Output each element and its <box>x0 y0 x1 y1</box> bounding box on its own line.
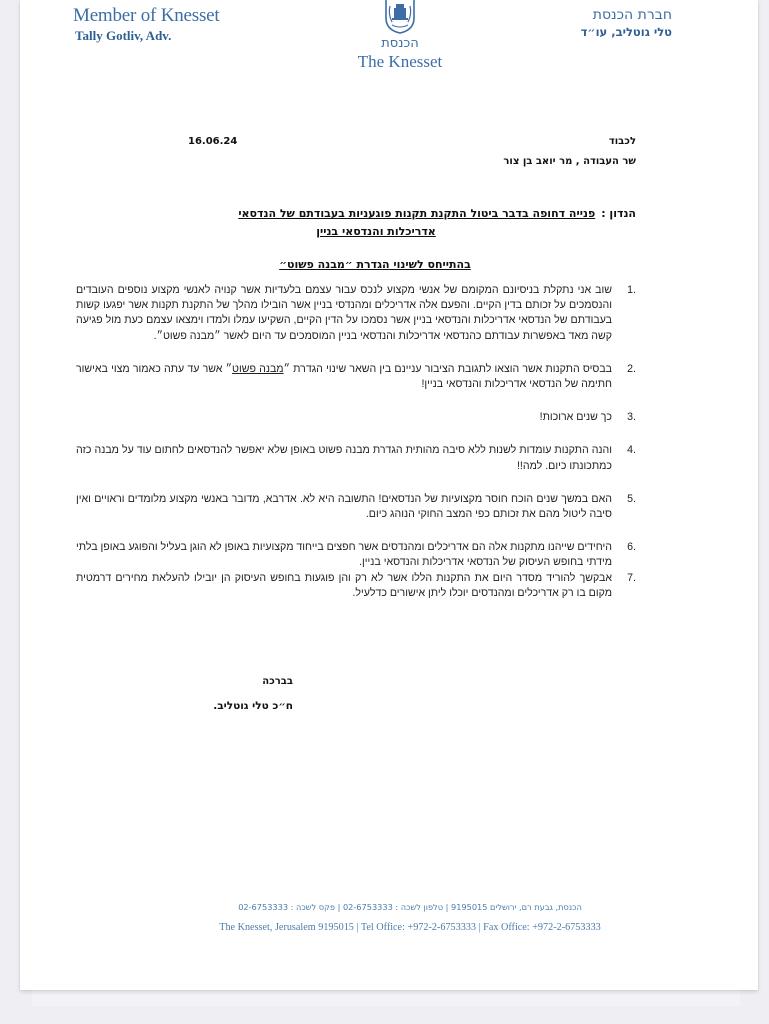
subheading: בהתייחס לשינוי הגדרת ״מבנה פשוט״ <box>279 258 471 271</box>
knesset-name-en: The Knesset <box>357 52 443 71</box>
footer-hebrew: הכנסת, גבעת רם, ירושלים 9195015 | טלפון לשכה : 02-6753333 | פקס לשכה : 02-6753333 <box>238 902 582 912</box>
subject-line-2: אדריכלות והנדסאי בניין <box>316 225 436 238</box>
footer-english: The Knesset, Jerusalem 9195015 | Tel Office: +972-2-6753333 | Fax Office: +972-2-6753333 <box>219 922 601 933</box>
page-shadow-sheet <box>32 990 740 1006</box>
subject-label: הנדון : <box>601 207 636 220</box>
document-page <box>20 0 758 990</box>
item-text: אבקשך להוריד מסדר היום את התקנות הללו אשר לא רק והן פוגעות בחופש העיסוק הן יובילו להעלאת מחירים דרמטית מקום בו רק אדריכלים ומהנדסים יוכלו ליתן אישורים כדלעיל. <box>76 571 612 599</box>
item-number: 3. <box>627 411 636 424</box>
list-item <box>76 571 636 601</box>
item-number: 2. <box>627 362 636 375</box>
member-title-he: חברת הכנסת <box>592 7 672 23</box>
subject-line-1: פנייה דחופה בדבר ביטול התקנת תקנות פוגעניות בעבודתם של הנדסאי <box>238 207 596 220</box>
list-item <box>76 492 636 522</box>
item-text: שוב אני נתקלת בניסיונם המקומם של אנשי מקצוע לנכס עבור עצמם בלעדיות אשר קנויה לאנשי מקצוע נוספים העובדים והנסמכים על זכותם בדין הקיים. והפעם אלה אדריכלים ומהנדסי בניין אשר הובילו מהלך של התקנת תקנות אשר יפגעו קשות בעבודתם של הנדסאי אדריכלות והנדסאי בניין אשר נסמכו על הדין הקיים, השקיעו עמלו ולמדו וימצאו עצמם כעת מול פגיעה קשה מאד באפשרות עבודתם כהנדסאי אדריכלות והנדסאי בניין המוסמכים עד היום לאשר ״מבנה פשוט״. <box>76 284 612 342</box>
item-text: האם במשך שנים הוכח חוסר מקצועיות של הנדסאים! התשובה היא לא. אדרבא, מדובר באנשי מקצוע מלומדים וראויים ואין סיבה ליטול מהם את זכותם כפי המצב החוקי הנוהג כיום. <box>76 492 612 521</box>
item-number: 4. <box>627 444 636 457</box>
signature: ח״כ טלי גוטליב. <box>213 700 293 712</box>
knesset-name-he: הכנסת <box>381 36 419 51</box>
header-center <box>330 0 470 72</box>
item-number: 5. <box>627 492 636 505</box>
item-text: והנה התקנות עומדות לשנות ללא סיבה מהותית הגדרת מבנה פשוט באופן שלא יאפשר להנדסאים לחתום עוד על מבנה כזה כמתכונתו כיום. למה!! <box>76 444 612 472</box>
list-item <box>76 540 636 570</box>
member-title-en: Member of Knesset <box>73 5 220 26</box>
header-right <box>581 6 672 40</box>
item-number: 6. <box>627 541 636 554</box>
item-text-after: ״ אשר עד עתה כאמור מצוי באישור חתימה של הנדסאי אדריכלות והנדסאי בניין! <box>76 362 612 391</box>
list-item <box>76 283 636 344</box>
list-item <box>76 410 636 425</box>
item-number: 1. <box>627 284 636 296</box>
list-item <box>76 362 636 392</box>
recipient: שר העבודה , מר יואב בן צור <box>503 156 636 167</box>
item-text: היחידים שייהנו מתקנות אלה הם אדריכלים ומהנדסים אשר חפצים בייחוד מקצועיות באופן לא הוגן בעליל והפוגע באופן בלתי מידתי בחופש העיסוק של הנדסאי אדריכלות והנדסאי בניין. <box>76 541 612 569</box>
knesset-emblem-icon <box>382 0 418 34</box>
list-item <box>76 443 636 473</box>
item-number: 7. <box>627 571 636 584</box>
member-name-en: Tally Gotliv, Adv. <box>75 28 172 43</box>
to-label: לכבוד <box>608 136 636 147</box>
letter-items <box>76 283 636 601</box>
member-name-he: טלי גוטליב, עו״ד <box>580 25 672 39</box>
item-text: כך שנים ארוכות! <box>539 411 612 424</box>
item-text-before: בבסיס התקנות אשר הוצאו לתגובת הציבור עניינם בין השאר שינוי הגדרת ״ <box>283 362 613 375</box>
closing: בברכה <box>262 676 293 687</box>
subject-block <box>136 205 636 241</box>
letter-date: 16.06.24 <box>188 136 238 147</box>
item-text-underlined: מבנה פשוט <box>232 362 284 375</box>
header-left <box>73 5 219 45</box>
